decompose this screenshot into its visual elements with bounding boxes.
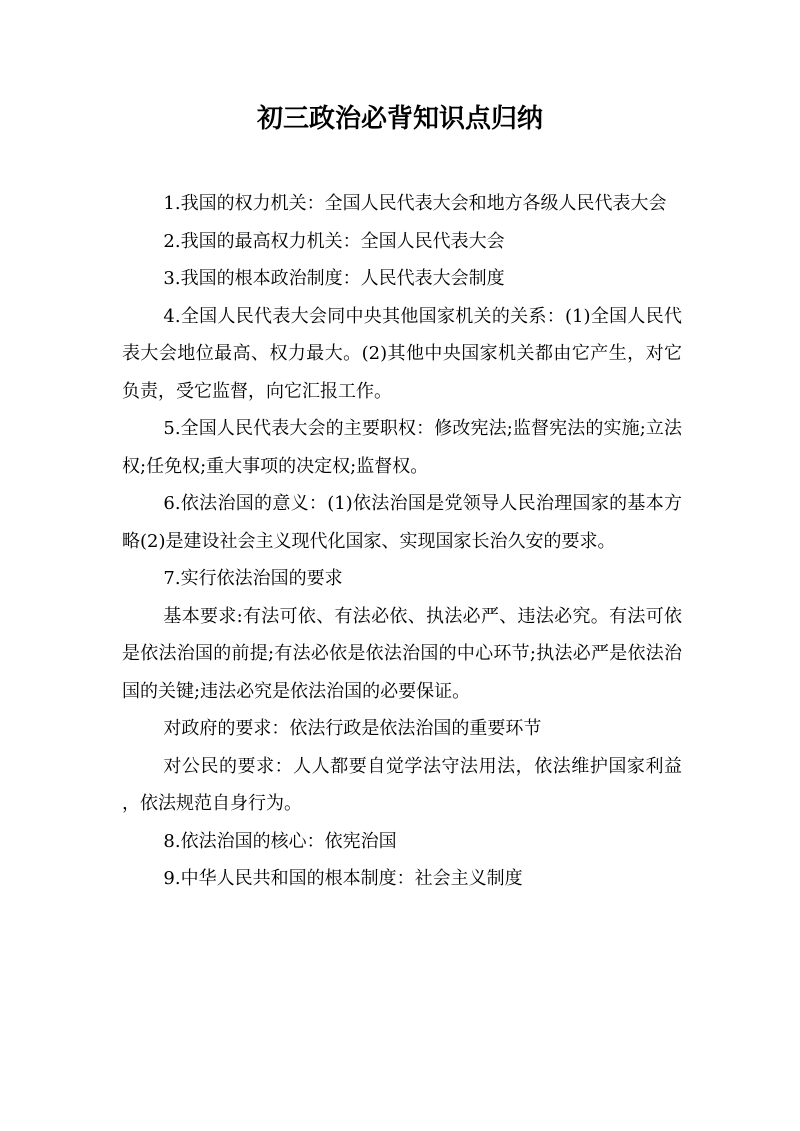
paragraph-9: 9.中华人民共和国的根本制度：社会主义制度 <box>163 868 523 889</box>
paragraph-government-requirements: 对政府的要求：依法行政是依法治国的重要环节 <box>163 718 542 739</box>
paragraph-5: 5.全国人民代表大会的主要职权：修改宪法;监督宪法的实施;立法权;任免权;重大事项的决定权;监督权。 <box>122 418 682 477</box>
paragraph-6: 6.依法治国的意义：(1)依法治国是党领导人民治理国家的基本方略(2)是建设社会主义现代化国家、实现国家长治久安的要求。 <box>122 493 682 552</box>
paragraph-citizen-requirements: 对公民的要求：人人都要自觉学法守法用法，依法维护国家利益，依法规范自身行为。 <box>122 755 682 814</box>
paragraph-2: 2.我国的最高权力机关：全国人民代表大会 <box>163 230 505 252</box>
document-title: 初三政治必背知识点归纳 <box>256 104 543 134</box>
paragraph-basic-requirements: 基本要求:有法可依、有法必依、执法必严、违法必究。有法可依是依法治国的前提;有法必依是依法治国的中心环节;执法必严是依法治国的关键;违法必究是依法治国的必要保证。 <box>122 605 682 702</box>
document-body <box>122 185 682 898</box>
paragraph-3: 3.我国的根本政治制度：人民代表大会制度 <box>163 268 505 289</box>
paragraph-7: 7.实行依法治国的要求 <box>163 568 343 589</box>
paragraph-1: 1.我国的权力机关：全国人民代表大会和地方各级人民代表大会 <box>163 193 667 214</box>
paragraph-8: 8.依法治国的核心：依宪治国 <box>163 830 397 852</box>
paragraph-4: 4.全国人民代表大会同中央其他国家机关的关系：(1)全国人民代表大会地位最高、权力最大。(2)其他中央国家机关都由它产生，对它负责，受它监督，向它汇报工作。 <box>122 305 682 402</box>
